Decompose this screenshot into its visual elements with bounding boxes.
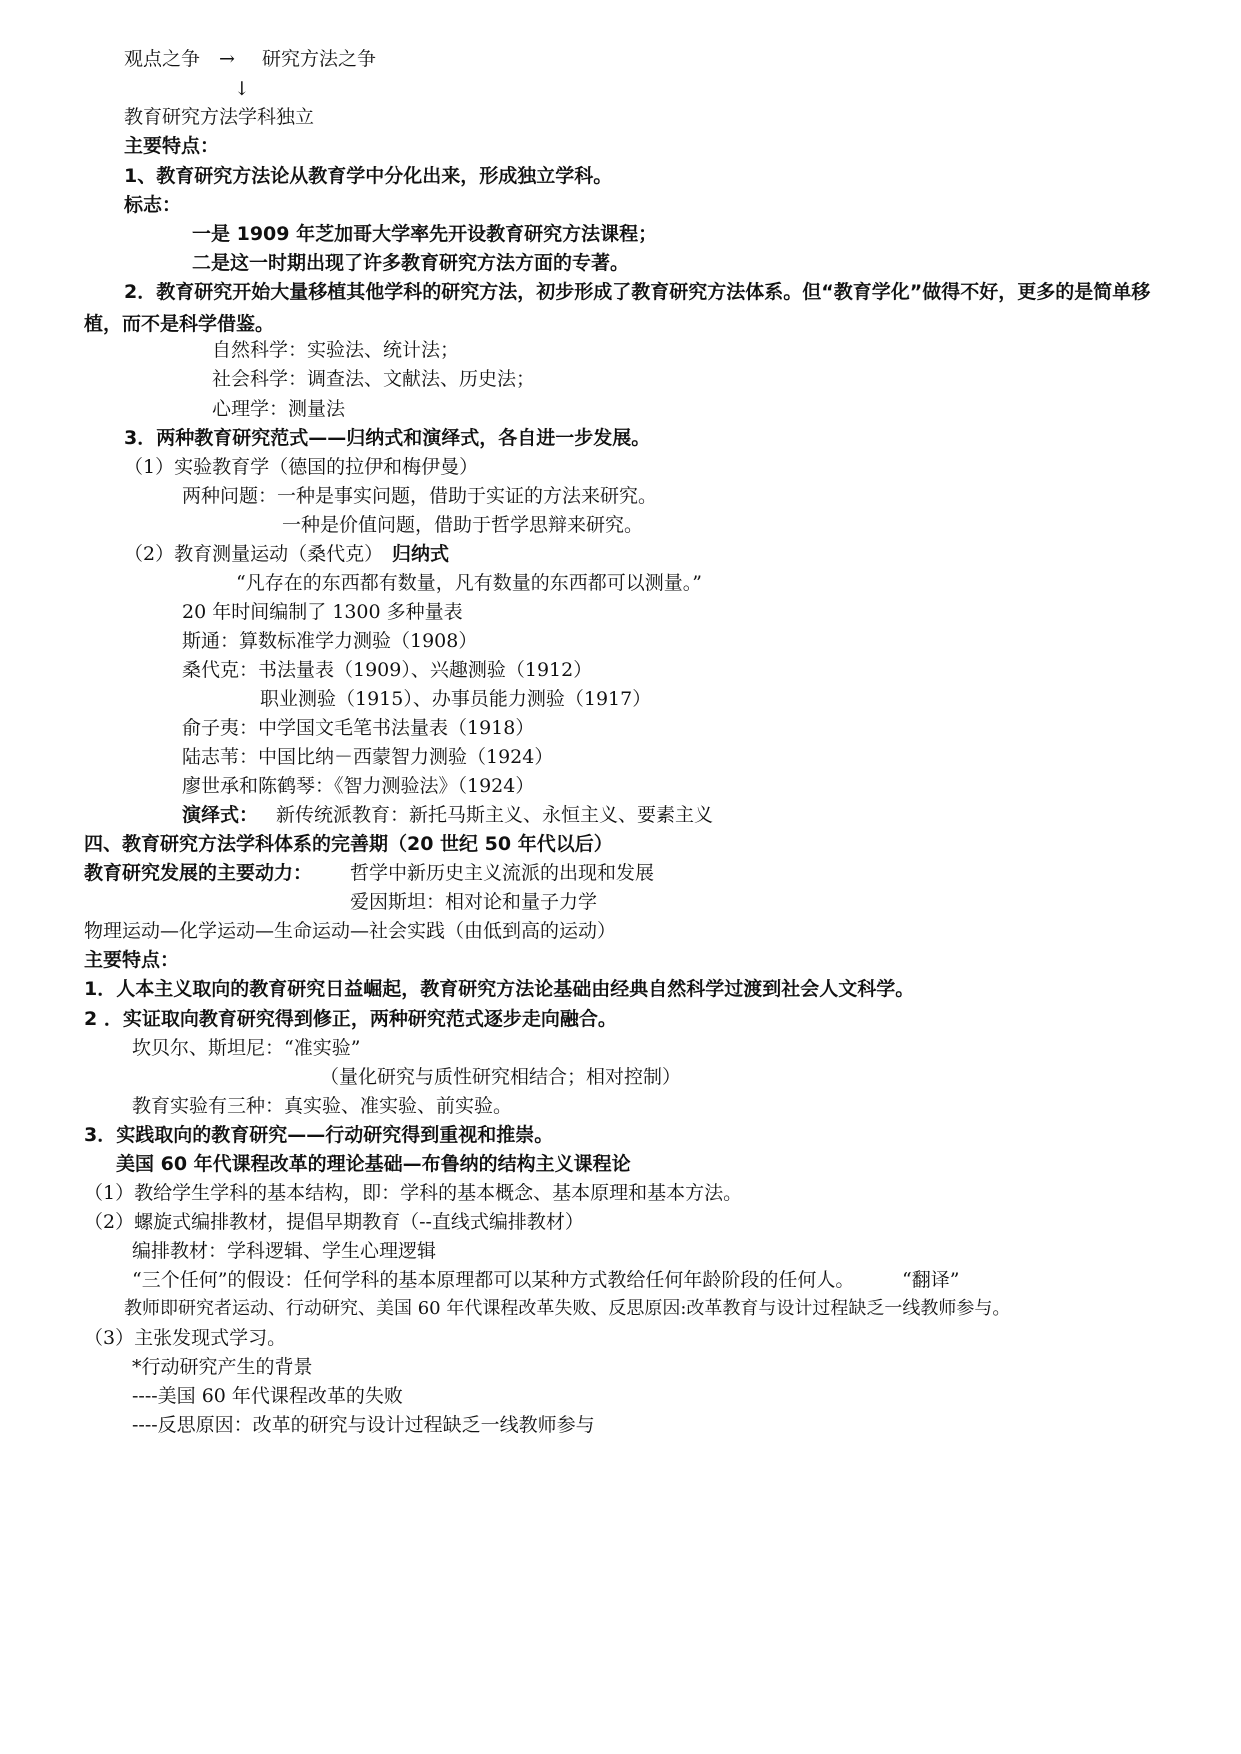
text-line: 桑代克：书法量表（1909）、兴趣测验（1912） (182, 659, 593, 681)
text-line: 坎贝尔、斯坦尼：“准实验” (132, 1037, 361, 1059)
point-paragraph: 2．教育研究开始大量移植其他学科的研究方法，初步形成了教育研究方法体系。但“教育学化”做得不好，更多的是简单移植，而不是科学借鉴。 (84, 281, 1151, 335)
down-arrow-icon: ↓ (234, 78, 250, 100)
text-line: 两种问题：一种是事实问题，借助于实证的方法来研究。 (182, 485, 658, 507)
text-line: 20 年时间编制了 1300 多种量表 (182, 601, 463, 623)
right-arrow-icon: → (219, 48, 235, 70)
point-heading: 美国 60 年代课程改革的理论基础—布鲁纳的结构主义课程论 (116, 1153, 631, 1175)
text-line: 心理学：测量法 (212, 398, 346, 420)
section-heading: 主要特点： (124, 135, 220, 157)
text-line: 新传统派教育：新托马斯主义、永恒主义、要素主义 (276, 804, 714, 826)
point-heading: 2 ．实证取向教育研究得到修正，两种研究范式逐步走向融合。 (84, 1008, 617, 1030)
text-line: 教育研究发展的主要动力： (84, 862, 313, 884)
text-line: 一种是价值问题，借助于哲学思辩来研究。 (282, 514, 644, 536)
text-line: 哲学中新历史主义流派的出现和发展 (350, 862, 655, 884)
section-heading: 四、教育研究方法学科体系的完善期（20 世纪 50 年代以后） (84, 833, 613, 855)
text-line: 自然科学：实验法、统计法； (212, 339, 460, 361)
text-line: 爱因斯坦：相对论和量子力学 (350, 891, 598, 913)
text-line: （1）教给学生学科的基本结构，即：学科的基本概念、基本原理和基本方法。 (84, 1182, 743, 1204)
text-line: 观点之争 (124, 48, 201, 70)
text-line: 教育实验有三种：真实验、准实验、前实验。 (132, 1095, 513, 1117)
text-line: 物理运动—化学运动—生命运动—社会实践（由低到高的运动） (84, 920, 617, 942)
text-line: 社会科学：调查法、文献法、历史法； (212, 368, 536, 390)
text-line: 教育研究方法学科独立 (124, 106, 315, 128)
quote-line: “凡存在的东西都有数量，凡有数量的东西都可以测量。” (236, 572, 702, 594)
text-line: （1）实验教育学（德国的拉伊和梅伊曼） (124, 456, 479, 478)
text-line: 职业测验（1915）、办事员能力测验（1917） (260, 688, 652, 710)
text-line: 演绎式： (182, 804, 259, 826)
text-line: “三个任何”的假设：任何学科的基本原理都可以某种方式教给任何年龄阶段的任何人。 (132, 1269, 855, 1291)
text-line: 教师即研究者运动、行动研究、美国 60 年代课程改革失败、反思原因:改革教育与设计过程缺乏一线教师参与。 (124, 1298, 1011, 1319)
text-line: （量化研究与质性研究相结合；相对控制） (320, 1066, 682, 1088)
text-line: 标志： (124, 194, 182, 216)
point-heading: 3．实践取向的教育研究——行动研究得到重视和推崇。 (84, 1124, 554, 1146)
text-line: （2）螺旋式编排教材，提倡早期教育（--直线式编排教材） (84, 1211, 584, 1233)
text-line: 编排教材：学科逻辑、学生心理逻辑 (132, 1240, 437, 1262)
text-line: 俞子夷：中学国文毛笔书法量表（1918） (182, 717, 535, 739)
text-line: 研究方法之争 (262, 48, 377, 70)
text-line: 归纳式 (392, 543, 450, 565)
section-heading: 主要特点： (84, 949, 180, 971)
point-heading: 3．两种教育研究范式——归纳式和演绎式，各自进一步发展。 (124, 427, 651, 449)
text-line: （3）主张发现式学习。 (84, 1327, 287, 1349)
text-line: 斯通：算数标准学力测验（1908） (182, 630, 478, 652)
text-line: ----反思原因：改革的研究与设计过程缺乏一线教师参与 (132, 1414, 595, 1436)
text-line: （2）教育测量运动（桑代克） (124, 543, 384, 565)
point-heading: 1．人本主义取向的教育研究日益崛起，教育研究方法论基础由经典自然科学过渡到社会人文科学。 (84, 978, 915, 1000)
text-line: 一是 1909 年芝加哥大学率先开设教育研究方法课程； (192, 223, 658, 245)
text-line: ----美国 60 年代课程改革的失败 (132, 1385, 403, 1407)
point-heading: 1、教育研究方法论从教育学中分化出来，形成独立学科。 (124, 165, 613, 187)
text-line: 二是这一时期出现了许多教育研究方法方面的专著。 (192, 252, 630, 274)
text-line: 廖世承和陈鹤琴：《智力测验法》（1924） (182, 775, 535, 797)
text-line: *行动研究产生的背景 (132, 1356, 313, 1378)
text-line: 陆志苇：中国比纳－西蒙智力测验（1924） (182, 746, 554, 768)
text-line: “翻译” (902, 1269, 960, 1291)
